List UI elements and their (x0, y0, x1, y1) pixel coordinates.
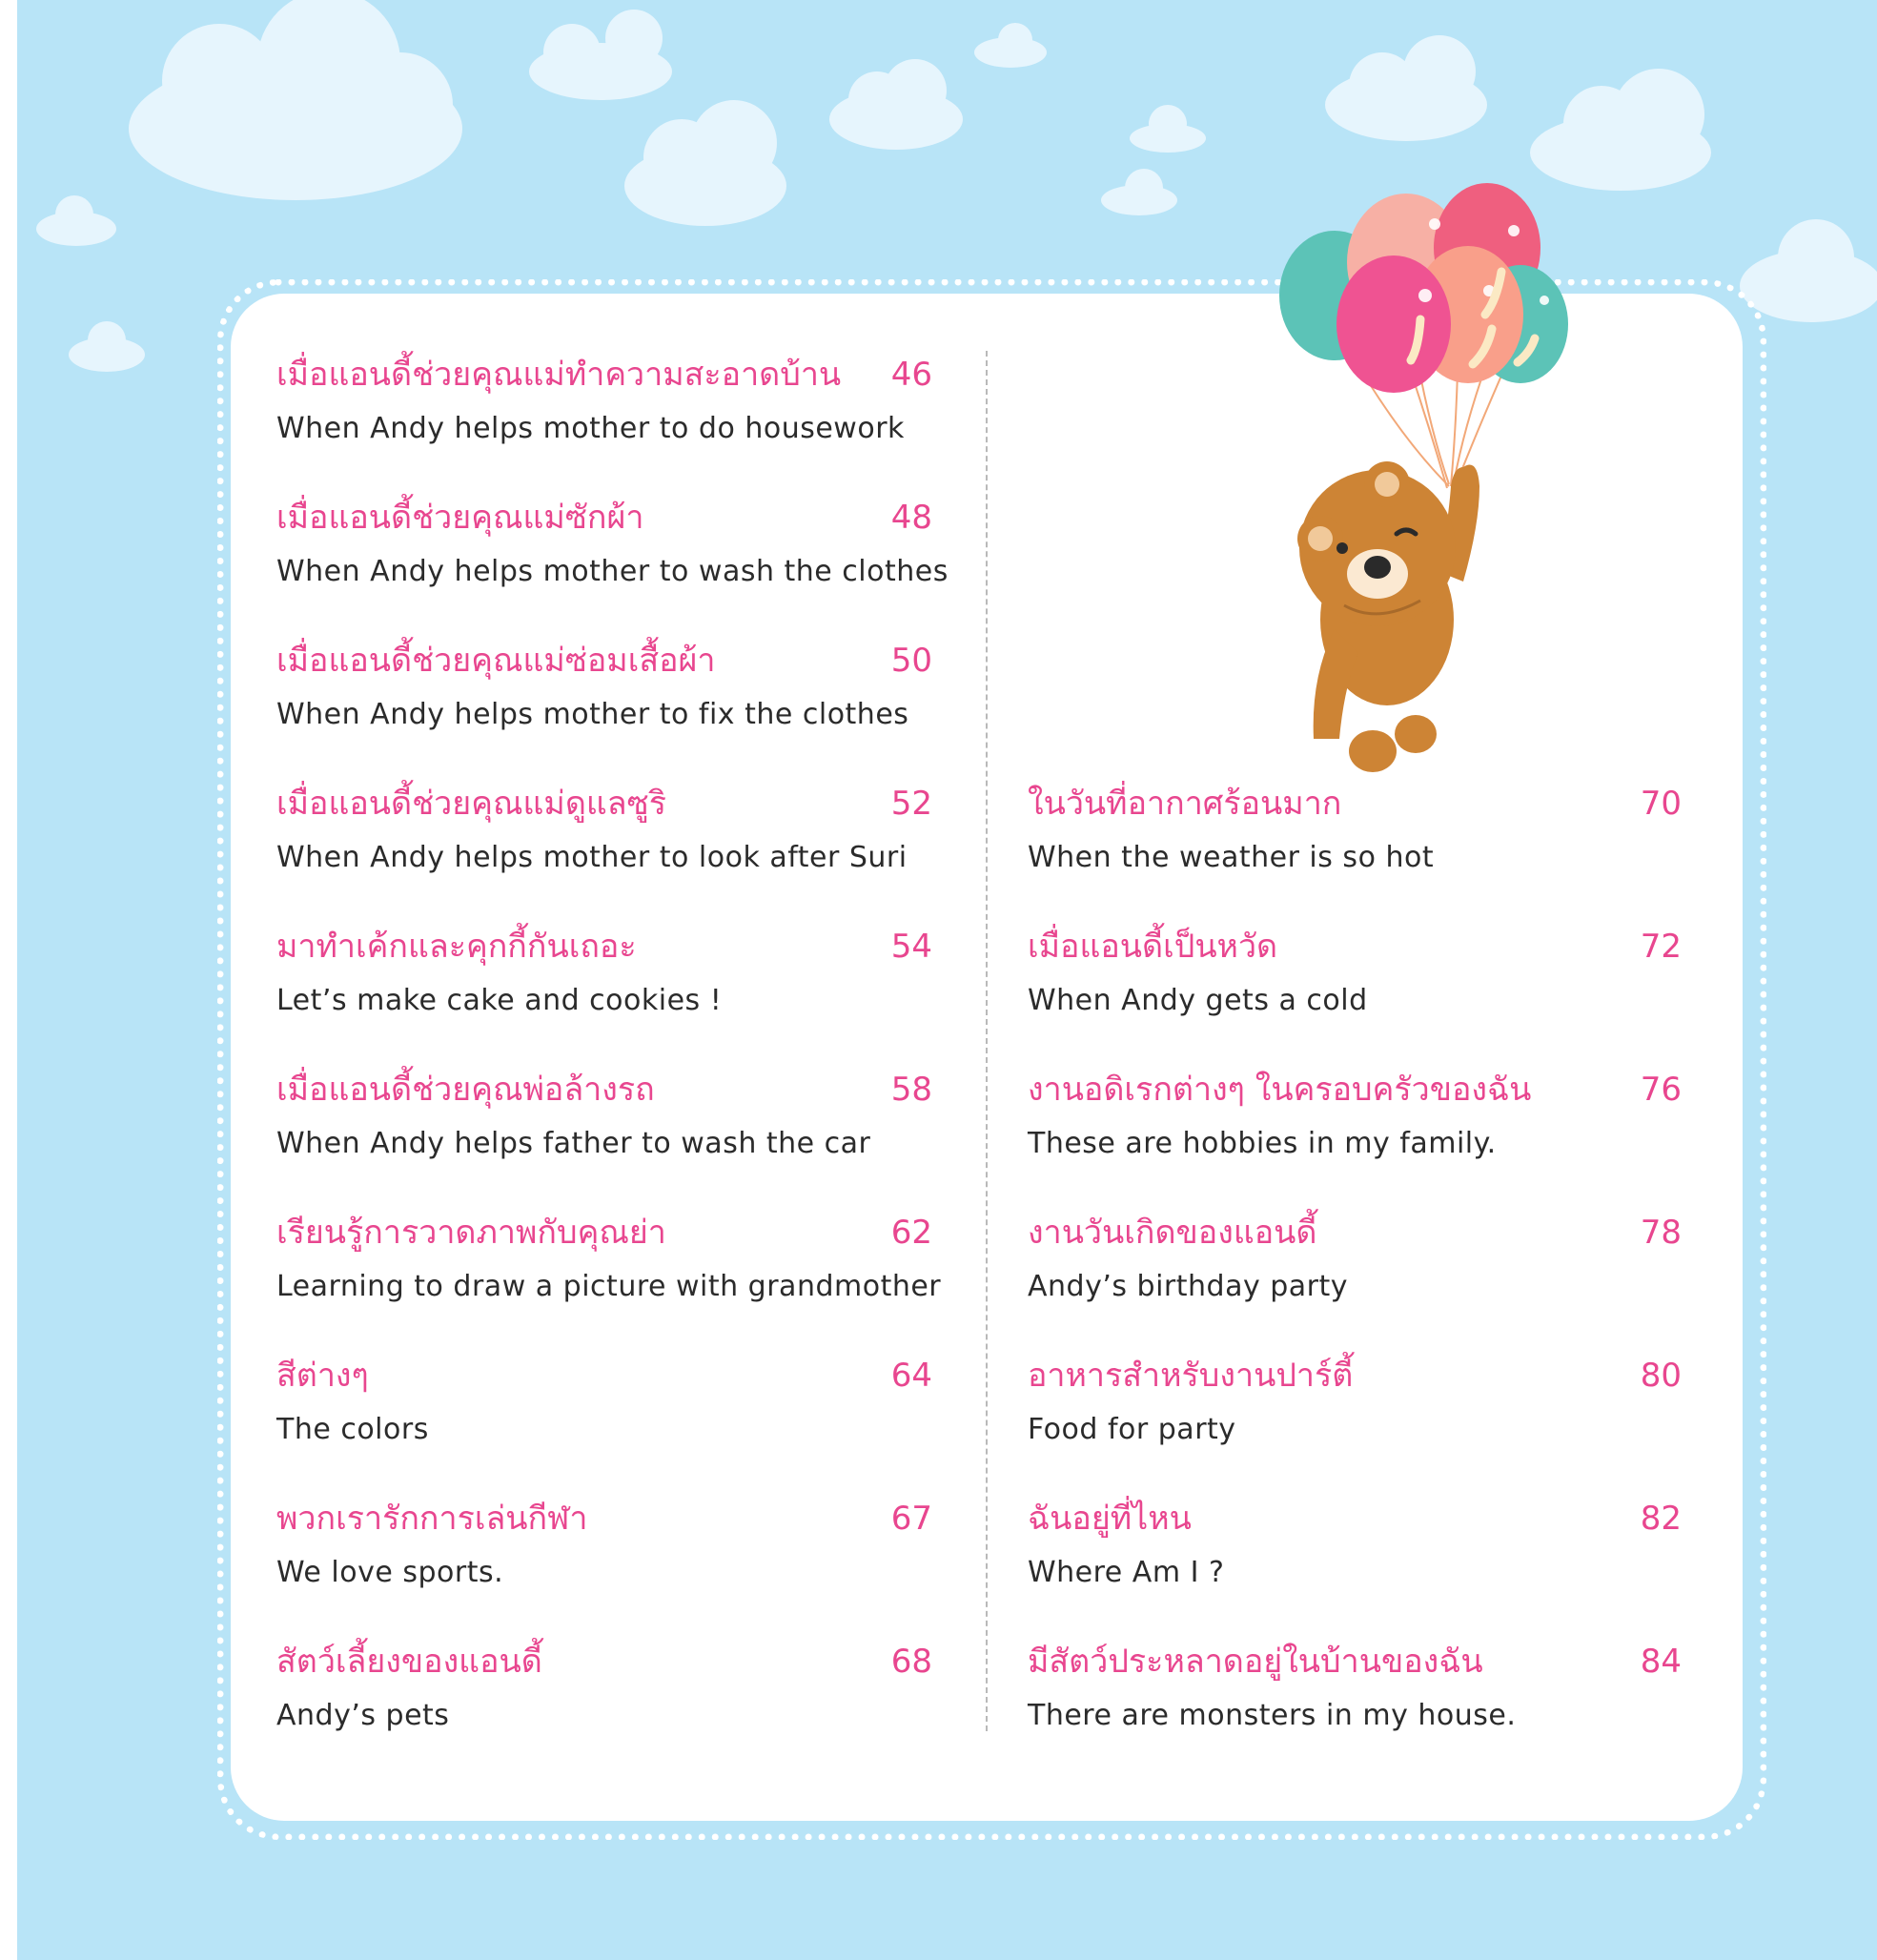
toc-entry-title[interactable]: มาทำเค้กและคุกกี้กันเถอะ (276, 928, 637, 966)
toc-entry-title[interactable]: ในวันที่อากาศร้อนมาก (1028, 785, 1342, 823)
toc-entry[interactable] (1028, 1354, 1682, 1497)
toc-entry[interactable] (276, 1211, 942, 1354)
toc-entry-subtitle: When Andy helps father to wash the car (276, 1127, 871, 1160)
toc-entry-title[interactable]: มีสัตว์ประหลาดอยู่ในบ้านของฉัน (1028, 1643, 1483, 1681)
toc-entry-page-number[interactable]: 76 (1640, 1071, 1682, 1109)
toc-entry-subtitle: When the weather is so hot (1028, 841, 1435, 874)
toc-entry-page-number[interactable]: 67 (890, 1500, 932, 1538)
cloud-icon (624, 100, 786, 226)
toc-entry-page-number[interactable]: 68 (890, 1643, 932, 1681)
toc-entry-page-number[interactable]: 80 (1640, 1357, 1682, 1395)
cloud-icon (36, 195, 116, 246)
toc-entry-subtitle: We love sports. (276, 1556, 504, 1589)
cloud-icon (69, 321, 145, 372)
toc-entry-title[interactable]: เมื่อแอนดี้ช่วยคุณแม่ดูแลซูริ (276, 785, 666, 823)
toc-entry-subtitle: Andy’s birthday party (1028, 1270, 1349, 1303)
toc-entry-subtitle: Learning to draw a picture with grandmother (276, 1270, 942, 1303)
toc-entry-subtitle: The colors (276, 1413, 429, 1446)
toc-entry[interactable] (276, 1068, 932, 1211)
toc-entry-page-number[interactable]: 82 (1640, 1500, 1682, 1538)
cloud-icon (1325, 35, 1487, 141)
toc-entry-title[interactable]: เมื่อแอนดี้ช่วยคุณแม่ซักผ้า (276, 499, 644, 537)
cloud-icon (1130, 105, 1206, 153)
cloud-icon (1101, 169, 1177, 215)
toc-entry-subtitle: Let’s make cake and cookies ! (276, 984, 723, 1017)
toc-entry-subtitle: Andy’s pets (276, 1699, 450, 1732)
toc-entry-page-number[interactable]: 58 (890, 1071, 932, 1109)
toc-entry[interactable] (1028, 782, 1682, 925)
toc-entry[interactable] (1028, 1068, 1682, 1211)
toc-entry-title[interactable]: งานอดิเรกต่างๆ ในครอบครัวของฉัน (1028, 1071, 1532, 1109)
toc-entry[interactable] (276, 639, 932, 782)
bear-with-balloons-icon (1268, 181, 1611, 791)
cloud-icon (129, 0, 462, 200)
toc-entry[interactable] (276, 925, 932, 1068)
column-divider (986, 351, 988, 1731)
toc-entry-subtitle: When Andy gets a cold (1028, 984, 1368, 1017)
toc-entry-subtitle: When Andy helps mother to fix the clothes (276, 698, 909, 731)
toc-entry-title[interactable]: เมื่อแอนดี้ช่วยคุณแม่ทำความสะอาดบ้าน (276, 356, 842, 394)
toc-entry-page-number[interactable]: 70 (1640, 785, 1682, 823)
toc-entry-title[interactable]: อาหารสำหรับงานปาร์ตี้ (1028, 1357, 1354, 1395)
cloud-icon (829, 59, 963, 150)
toc-entry-title[interactable]: เมื่อแอนดี้ช่วยคุณแม่ซ่อมเสื้อผ้า (276, 642, 716, 680)
toc-entry[interactable] (1028, 1211, 1682, 1354)
toc-entry[interactable] (276, 782, 932, 925)
toc-entry-title[interactable]: งานวันเกิดของแอนดี้ (1028, 1214, 1317, 1252)
toc-entry-page-number[interactable]: 54 (890, 928, 932, 966)
toc-entry[interactable] (276, 496, 949, 639)
toc-left-column (276, 353, 949, 1783)
toc-right-column (1028, 782, 1682, 1783)
toc-entry-page-number[interactable]: 52 (890, 785, 932, 823)
toc-entry-subtitle: Where Am I ? (1028, 1556, 1225, 1589)
toc-entry-subtitle: When Andy helps mother to wash the clothes (276, 555, 949, 588)
toc-entry-subtitle: These are hobbies in my family. (1028, 1127, 1497, 1160)
toc-entry-page-number[interactable]: 78 (1640, 1214, 1682, 1252)
toc-entry-page-number[interactable]: 46 (890, 356, 932, 394)
cloud-icon (1530, 69, 1711, 191)
toc-entry[interactable] (276, 1640, 932, 1783)
toc-entry-subtitle: There are monsters in my house. (1028, 1699, 1517, 1732)
toc-entry-page-number[interactable]: 50 (890, 642, 932, 680)
toc-entry-page-number[interactable]: 48 (890, 499, 932, 537)
toc-entry-page-number[interactable]: 64 (890, 1357, 932, 1395)
toc-entry[interactable] (276, 1497, 932, 1640)
toc-entry-subtitle: When Andy helps mother to look after Suri (276, 841, 908, 874)
toc-entry-title[interactable]: ฉันอยู่ที่ไหน (1028, 1500, 1192, 1538)
toc-entry-subtitle: Food for party (1028, 1413, 1236, 1446)
toc-entry[interactable] (1028, 1640, 1682, 1783)
toc-entry-title[interactable]: เมื่อแอนดี้เป็นหวัด (1028, 928, 1278, 966)
toc-entry-title[interactable]: สีต่างๆ (276, 1357, 369, 1395)
toc-entry-title[interactable]: พวกเรารักการเล่นกีฬา (276, 1500, 588, 1538)
toc-entry-title[interactable]: เรียนรู้การวาดภาพกับคุณย่า (276, 1214, 666, 1252)
toc-entry-page-number[interactable]: 72 (1640, 928, 1682, 966)
toc-entry-page-number[interactable]: 62 (890, 1214, 932, 1252)
cloud-icon (1740, 219, 1877, 322)
toc-entry[interactable] (276, 353, 932, 496)
toc-entry[interactable] (276, 1354, 932, 1497)
cloud-icon (529, 10, 672, 100)
toc-entry[interactable] (1028, 925, 1682, 1068)
toc-entry-subtitle: When Andy helps mother to do housework (276, 412, 905, 445)
toc-entry[interactable] (1028, 1497, 1682, 1640)
toc-entry-page-number[interactable]: 84 (1640, 1643, 1682, 1681)
toc-entry-title[interactable]: สัตว์เลี้ยงของแอนดี้ (276, 1643, 542, 1681)
cloud-icon (974, 23, 1047, 68)
toc-entry-title[interactable]: เมื่อแอนดี้ช่วยคุณพ่อล้างรถ (276, 1071, 655, 1109)
